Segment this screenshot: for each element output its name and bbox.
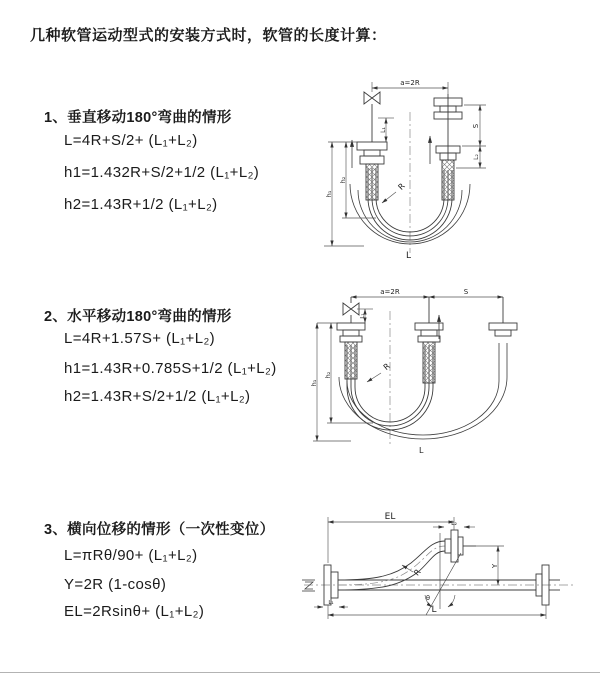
dim-label-span: a=2R — [380, 288, 400, 296]
radius-label: R — [396, 181, 407, 192]
dimension-lines — [314, 517, 546, 619]
braid-section — [345, 342, 357, 379]
diagram-labels — [328, 512, 499, 615]
diagram-horizontal-180-bend — [303, 283, 600, 458]
length-label: L — [406, 251, 412, 261]
formula-length-2: L=4R+1.57S+ (L₁+L₂) — [64, 330, 216, 347]
dim-label-h2: h₂ — [339, 176, 347, 184]
formula-h2-2: h2=1.43R+S/2+1/2 (L₁+L₂) — [64, 388, 251, 405]
formula-length-3: L=πRθ/90+ (L₁+L₂) — [64, 547, 198, 564]
section-2-heading: 2、水平移动180°弯曲的情形 — [44, 309, 232, 325]
formula-el-3: EL=2Rsinθ+ (L₁+L₂) — [64, 603, 205, 620]
dim-label-l2: L₂ — [473, 154, 480, 160]
dimension-lines — [313, 297, 503, 441]
hose-drawing — [302, 530, 573, 615]
section-3-heading: 3、横向位移的情形（一次性变位） — [44, 522, 275, 538]
formula-h1-1: h1=1.432R+S/2+1/2 (L₁+L₂) — [64, 164, 260, 181]
dimension-lines — [324, 82, 486, 246]
formula-h2-1: h2=1.43R+1/2 (L₁+L₂) — [64, 196, 218, 213]
dim-label-s: S — [463, 288, 469, 296]
dim-label-l2: L₂ — [451, 520, 457, 527]
dim-label-h2: h₂ — [324, 371, 332, 379]
formula-length-1: L=4R+S/2+ (L₁+L₂) — [64, 132, 198, 149]
dim-label-el: EL — [384, 512, 396, 522]
braid-section — [423, 342, 435, 383]
hose-centerline — [338, 546, 445, 585]
radius-label: R — [412, 567, 423, 578]
dim-label-l1: L₁ — [360, 313, 366, 319]
braid-section — [366, 164, 378, 200]
dim-label-h1: h₁ — [325, 190, 333, 198]
dim-label-l1: L₁ — [380, 127, 387, 133]
diagram-lateral-displacement — [298, 497, 600, 659]
length-label: L — [419, 446, 424, 455]
valve-icon — [364, 92, 380, 104]
page-title: 几种软管运动型式的安装方式时，软管的长度计算： — [30, 27, 387, 44]
dim-label-span: a=2R — [400, 79, 420, 87]
valve-icon — [343, 303, 359, 315]
dim-label-h1: h₁ — [310, 379, 318, 387]
diagram-vertical-180-bend — [312, 72, 590, 262]
formula-y-3: Y=2R (1-cosθ) — [64, 576, 167, 593]
angle-label: θ — [426, 594, 430, 602]
dim-label-s: S — [472, 123, 480, 129]
dim-label-l1: L₁ — [328, 600, 334, 606]
pipe-break-icon — [305, 582, 313, 589]
radius-label: R — [381, 361, 392, 373]
braid-section — [442, 160, 454, 200]
formula-h1-2: h1=1.43R+0.785S+1/2 (L₁+L₂) — [64, 360, 277, 377]
page-bottom-rule — [0, 672, 600, 673]
length-label: L — [431, 605, 437, 615]
dim-label-y: Y — [491, 563, 499, 569]
section-1-heading: 1、垂直移动180°弯曲的情形 — [44, 110, 232, 126]
hose-drawing — [350, 92, 470, 253]
